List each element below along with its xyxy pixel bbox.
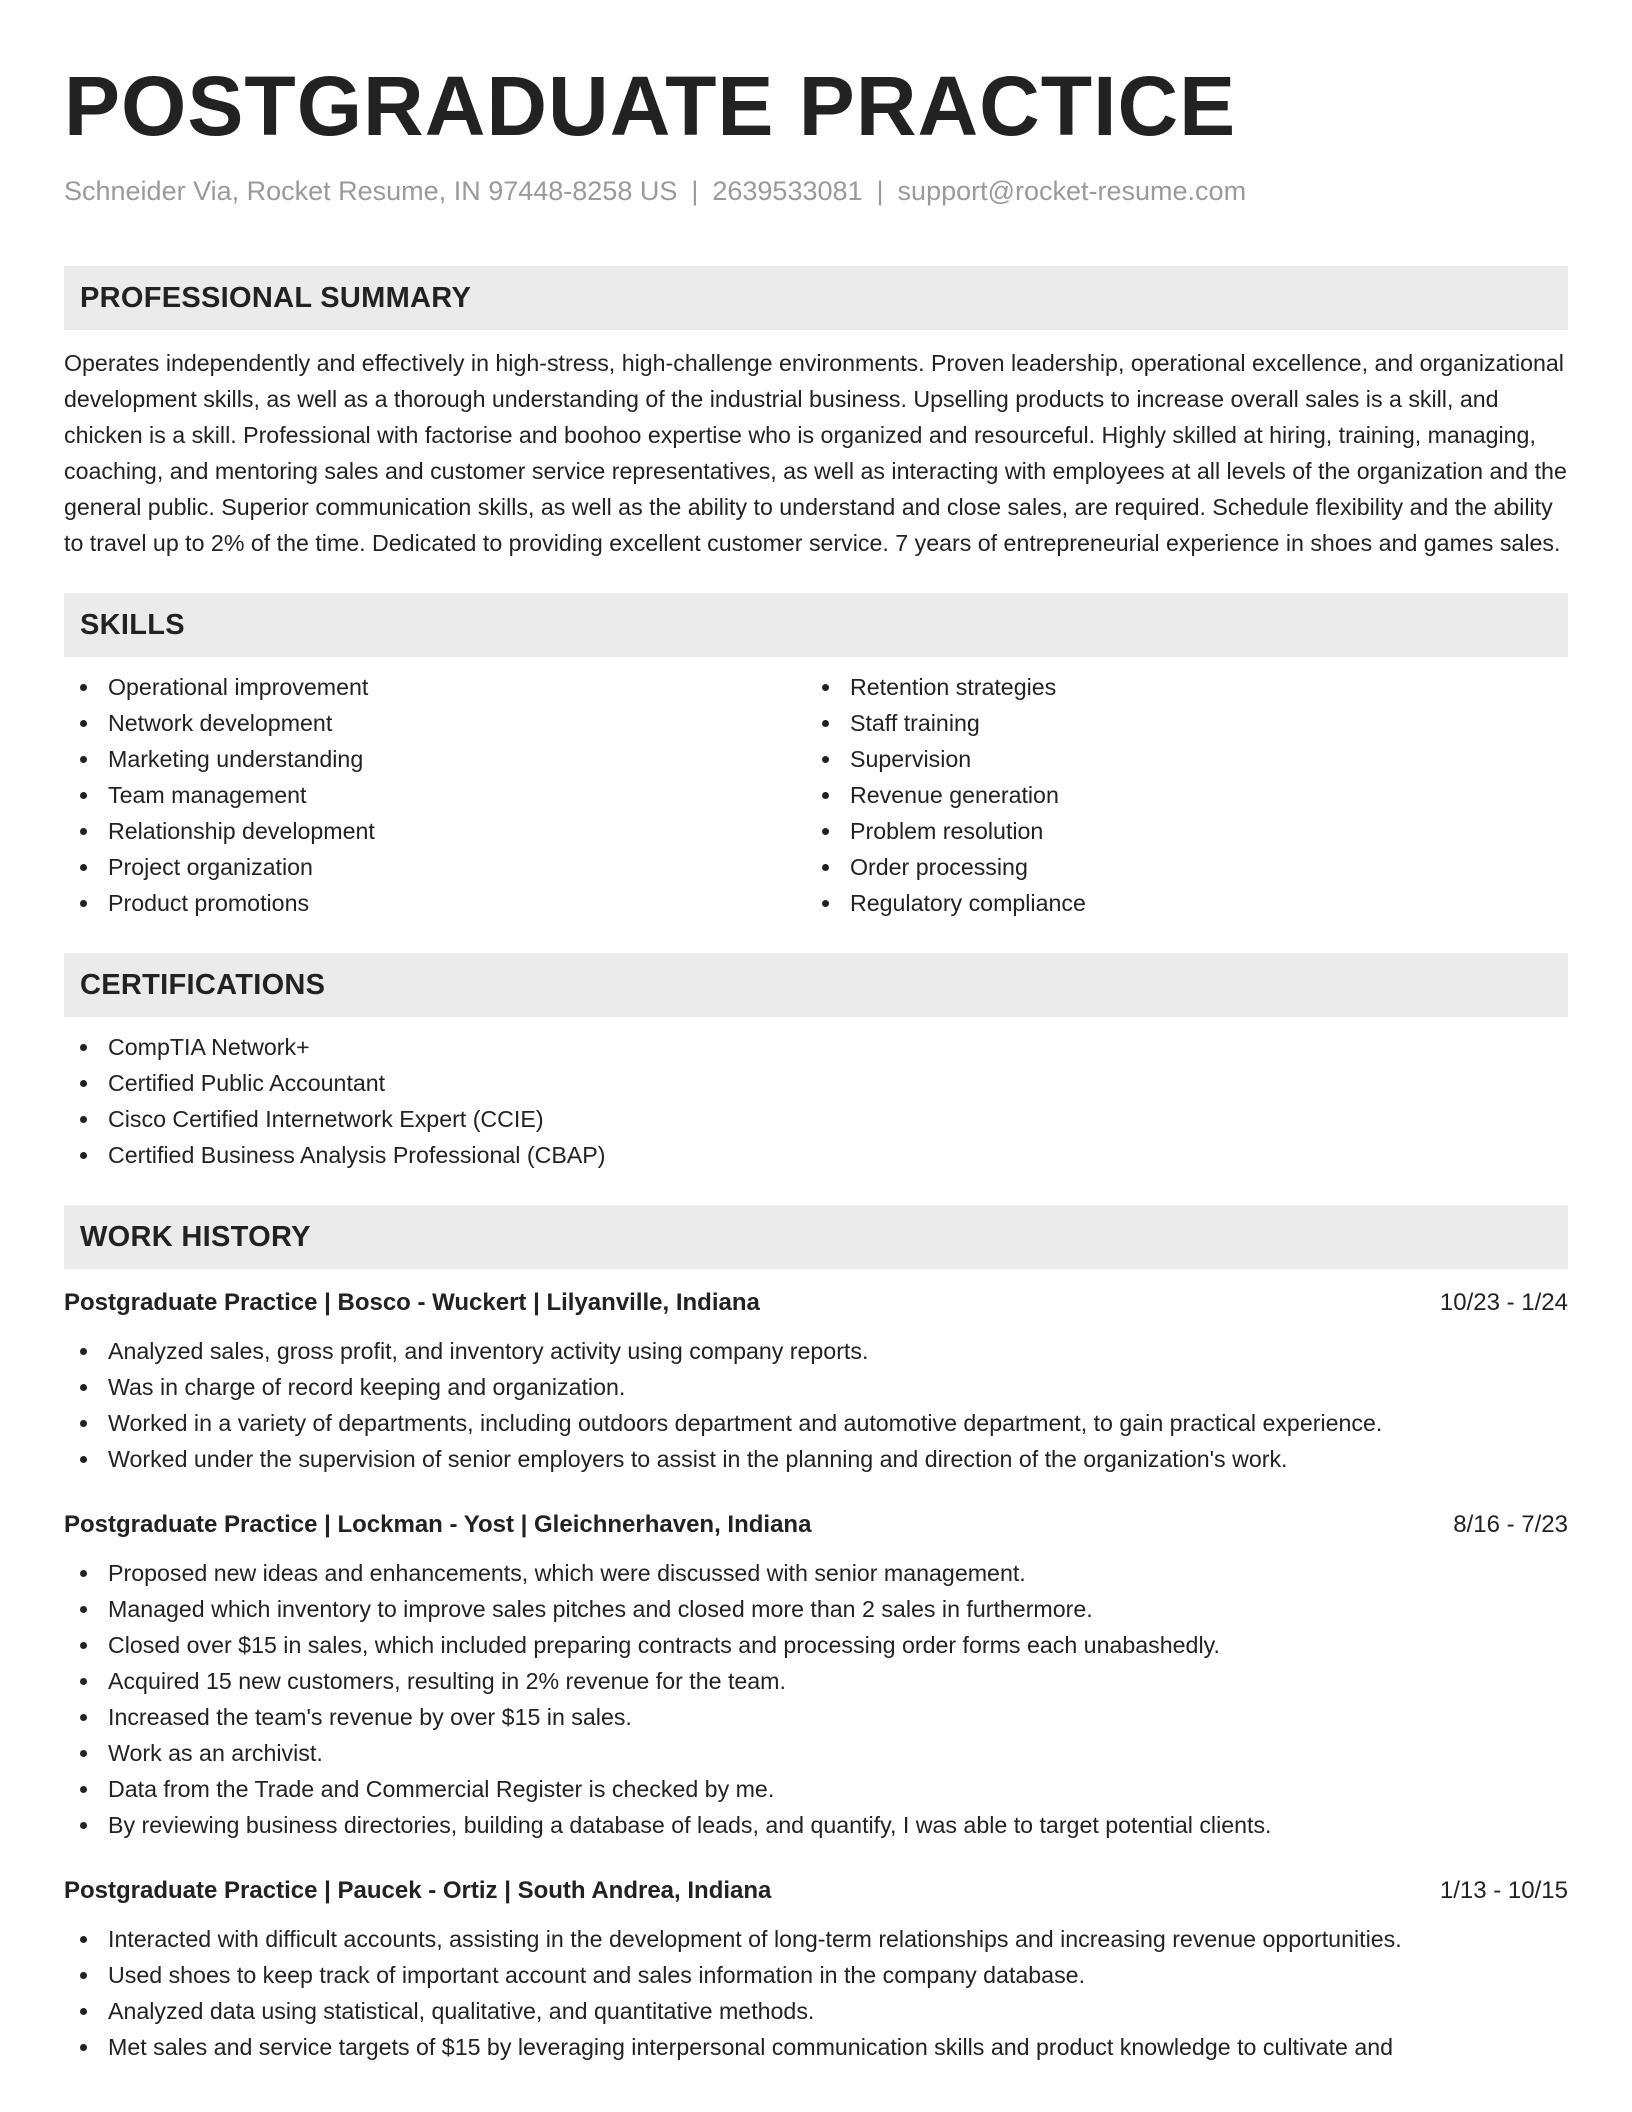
- skill-item: Network development: [64, 705, 806, 741]
- job-bullet: Analyzed sales, gross profit, and inventory activity using company reports.: [64, 1333, 1568, 1369]
- job-bullet: Analyzed data using statistical, qualitative, and quantitative methods.: [64, 1993, 1568, 2029]
- job-bullet: Worked in a variety of departments, including outdoors department and automotive department, to gain practical experience.: [64, 1405, 1568, 1441]
- resume-page: [64, 0, 1568, 2065]
- section-title: SKILLS: [80, 608, 185, 641]
- skill-item: Problem resolution: [806, 813, 1548, 849]
- section-header-certifications: [64, 953, 1568, 1017]
- job-bullets: [64, 1333, 1568, 1477]
- job-dates: 10/23 - 1/24: [1439, 1289, 1568, 1316]
- section-header-skills: [64, 593, 1568, 657]
- job-title: Postgraduate Practice | Paucek - Ortiz | South Andrea, Indiana: [64, 1877, 772, 1904]
- skill-item: Supervision: [806, 741, 1548, 777]
- candidate-name: POSTGRADUATE PRACTICE: [64, 59, 1237, 153]
- skill-item: Relationship development: [64, 813, 806, 849]
- contact-phone: 2639533081: [712, 176, 863, 206]
- job-header: [64, 1867, 1568, 1915]
- job-bullet: Managed which inventory to improve sales pitches and closed more than 2 sales in furthermore.: [64, 1591, 1568, 1627]
- skill-item: Revenue generation: [806, 777, 1548, 813]
- certification-item: Certified Business Analysis Professional (CBAP): [64, 1137, 1568, 1173]
- section-title: WORK HISTORY: [80, 1220, 311, 1253]
- job-bullet: By reviewing business directories, building a database of leads, and quantify, I was able to target potential clients.: [64, 1807, 1568, 1843]
- contact-separator: |: [691, 176, 699, 206]
- job-bullet: Acquired 15 new customers, resulting in 2% revenue for the team.: [64, 1663, 1568, 1699]
- job-entry: [64, 1279, 1568, 1477]
- job-bullet: Was in charge of record keeping and organization.: [64, 1369, 1568, 1405]
- contact-address: Schneider Via, Rocket Resume, IN 97448-8258 US: [64, 176, 678, 206]
- section-title: CERTIFICATIONS: [80, 968, 326, 1001]
- certification-item: Cisco Certified Internetwork Expert (CCIE): [64, 1101, 1568, 1137]
- job-dates: 8/16 - 7/23: [1453, 1511, 1568, 1538]
- job-bullets: [64, 1921, 1568, 2065]
- certification-item: CompTIA Network+: [64, 1029, 1568, 1065]
- job-bullet: Data from the Trade and Commercial Register is checked by me.: [64, 1771, 1568, 1807]
- job-entry: [64, 1867, 1568, 2065]
- job-header: [64, 1501, 1568, 1549]
- job-bullet: Met sales and service targets of $15 by leveraging interpersonal communication skills and product knowledge to cultivate and: [64, 2029, 1568, 2065]
- job-bullet: Increased the team's revenue by over $15 in sales.: [64, 1699, 1568, 1735]
- skill-item: Product promotions: [64, 885, 806, 921]
- contact-line: [64, 174, 1568, 208]
- job-bullet: Worked under the supervision of senior employers to assist in the planning and direction of the organization's work.: [64, 1441, 1568, 1477]
- job-bullet: Interacted with difficult accounts, assisting in the development of long-term relationships and increasing revenue opportunities.: [64, 1921, 1568, 1957]
- skill-item: Marketing understanding: [64, 741, 806, 777]
- job-entry: [64, 1501, 1568, 1843]
- job-bullet: Work as an archivist.: [64, 1735, 1568, 1771]
- job-title: Postgraduate Practice | Lockman - Yost | Gleichnerhaven, Indiana: [64, 1511, 812, 1538]
- skills-list-left: [64, 669, 806, 921]
- skills-list-right: [806, 669, 1548, 921]
- certification-item: Certified Public Accountant: [64, 1065, 1568, 1101]
- contact-separator: |: [876, 176, 884, 206]
- section-header-work-history: [64, 1205, 1568, 1269]
- job-bullet: Proposed new ideas and enhancements, which were discussed with senior management.: [64, 1555, 1568, 1591]
- job-bullets: [64, 1555, 1568, 1843]
- summary-text: Operates independently and effectively in high-stress, high-challenge environments. Proven leadership, operational excellence, and organizational development skills, as well as a thorough understanding of the industrial business. Upselling products to increase overall sales is a skill, and chicken is a skill. Professional with factorise and boohoo expertise who is organized and resourceful. Highly skilled at hiring, training, managing, coaching, and mentoring sales and customer service representatives, as well as interacting with employees at all levels of the organization and the general public. Superior communication skills, as well as the ability to understand and close sales, are required. Schedule flexibility and the ability to travel up to 2% of the time. Dedicated to providing excellent customer service. 7 years of entrepreneurial experience in shoes and games sales.: [64, 350, 1567, 556]
- contact-email: support@rocket-resume.com: [897, 176, 1247, 206]
- section-header-summary: [64, 266, 1568, 330]
- job-bullet: Closed over $15 in sales, which included preparing contracts and processing order forms each unabashedly.: [64, 1627, 1568, 1663]
- skills-columns: [64, 657, 1568, 921]
- skill-item: Operational improvement: [64, 669, 806, 705]
- job-dates: 1/13 - 10/15: [1439, 1877, 1568, 1904]
- skill-item: Staff training: [806, 705, 1548, 741]
- skill-item: Project organization: [64, 849, 806, 885]
- job-header: [64, 1279, 1568, 1327]
- job-bullet: Used shoes to keep track of important account and sales information in the company database.: [64, 1957, 1568, 1993]
- skill-item: Team management: [64, 777, 806, 813]
- skill-item: Regulatory compliance: [806, 885, 1548, 921]
- certifications-list: [64, 1029, 1568, 1173]
- skill-item: Retention strategies: [806, 669, 1548, 705]
- job-title: Postgraduate Practice | Bosco - Wuckert | Lilyanville, Indiana: [64, 1289, 760, 1316]
- section-title: PROFESSIONAL SUMMARY: [80, 281, 472, 314]
- skill-item: Order processing: [806, 849, 1548, 885]
